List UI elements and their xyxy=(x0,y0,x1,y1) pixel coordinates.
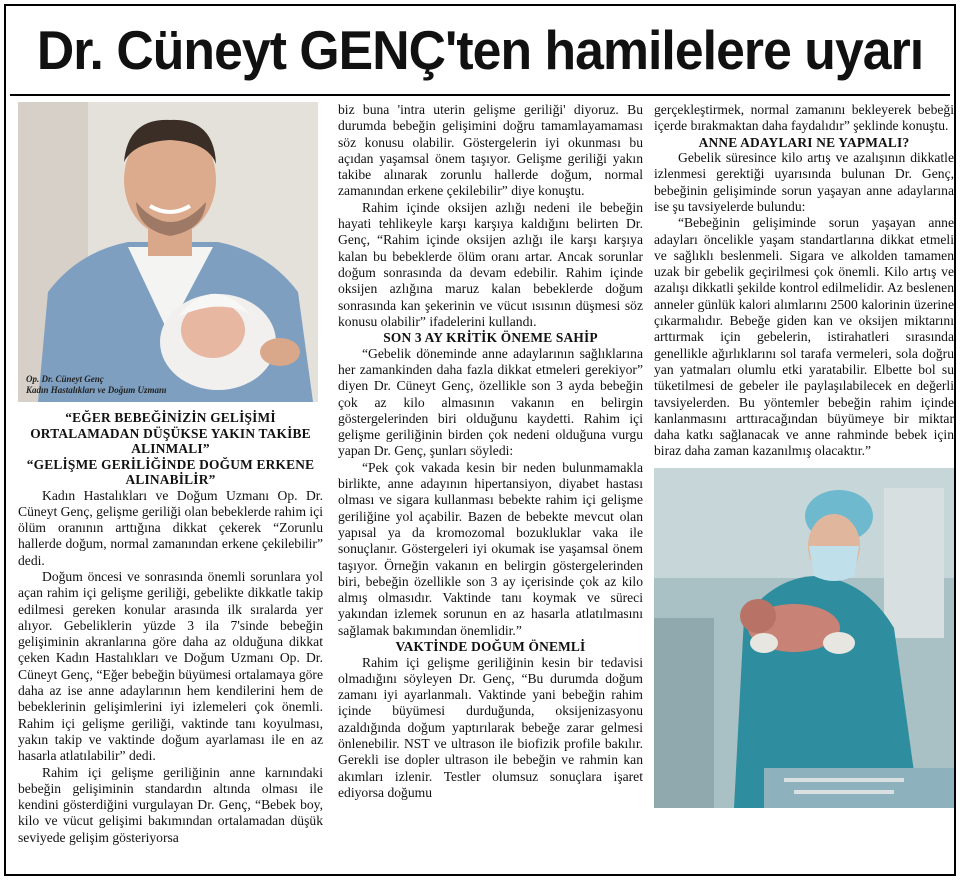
paragraph: Rahim içi gelişme geriliğinin kesin bir tedavisi olmadığını söyleyen Dr. Genç, “Bu durumda doğum zamanı iyi ayarlanmalı. Vaktinde yani bebeğin rahim içinde büyümesi durduğunda, oksijenizasyonu azaldığında doğum yaptırılarak bebeğe zarar gelmesi önlenebilir. NST ve ultrason ile biofizik profile bakılır. Gerekli ise dopler ultrason ile bebeğin ve rahmin kan akımları izlenir. Testler olumsuz sonuçlara işaret ediyorsa doğumu xyxy=(338,654,643,800)
column-2 xyxy=(338,102,643,801)
paragraph: Doğum öncesi ve sonrasında önemli sorunlara yol açan rahim içi gelişme geriliği, gebelikte dikkatle takip edilmesi gereken konular arasında ilk sıralarda yer alıyor. Gebeliklerin yüzde 3 ila 7'sinde bebeğin gelişiminin akranlarına göre daha az olduğuna dikkat çeken Kadın Hastalıkları ve Doğum Uzmanı Op. Dr. Cüneyt Genç, “Eğer bebeğin büyümesi ortalamaya göre daha az ise anne adaylarının hem kendilerini hem de bebeklerinin gelişimlerini iyi izlemeleri çok önemli. Rahim içi gelişme geriliği, vaktinde tanı koyulması, yakın takip ve vaktinde doğum ayarlaması ile en az hasarla atlatılabilir” dedi. xyxy=(18,568,323,764)
subheading-1: “EĞER BEBEĞİNİZİN GELİŞİMİ ORTALAMADAN DÜŞÜKSE YAKIN TAKİBE ALINMALI” xyxy=(30,410,311,456)
headline-rule xyxy=(10,94,950,96)
surgeon-holding-newborn-illustration xyxy=(654,468,954,808)
headline: Dr. Cüneyt GENÇ'ten hamilelere uyarı xyxy=(36,19,924,81)
photo-caption xyxy=(26,374,167,396)
paragraph: Rahim içinde oksijen azlığı nedeni ile bebeğin hayati tehlikeyle karşı karşıya kaldığını belirten Dr. Genç, “Rahim içinde oksijen azlığı ile karşı karşıya kalan bu bebeklerde ölüm oranı artar. Ancak sorunlar doğum sonrasında da devam edebilir. Rahim içinde oksijen azlığına maruz kalan bebeklerde doğum sonrasında kan şekerinin ve vücut ısısının düşmesi söz konusu olabilir” ifadelerini kullandı. xyxy=(338,199,643,329)
subheading-2: “GELİŞME GERİLİĞİNDE DOĞUM ERKENE ALINABİLİR” xyxy=(26,456,315,487)
subheading-son-3-ay: SON 3 AY KRİTİK ÖNEME SAHİP xyxy=(383,330,598,346)
paragraph: “Pek çok vakada kesin bir neden bulunmamakla birlikte, anne adayının hipertansiyon, diyabet hastası olması ve sigara kullanması bebekte rahim içi gelişme geriliğine yol açabilir. Bazen de bebekte mevcut olan yapısal ya da kromozomal bozukluklar vaka ile sonuçlanır. Göstergeleri iyi okumak ise yaşamsal önem taşıyor. Örneğin vakanın en belirgin göstergelerinden biri, bebeğin özellikle son 3 ay içerisinde çok az kilo almış olmasıdır. Vaktinde tanı koymak ve süreci yakından izlemek sorunun en az hasarla atlatılmasını sağlamak bakımından önemlidir.” xyxy=(338,459,643,638)
paragraph: Kadın Hastalıkları ve Doğum Uzmanı Op. Dr. Cüneyt Genç, gelişme geriliği olan bebeklerde rahim içi ölüm oranının arttığına dikkat çekerek “Zorunlu hallerde doğum, normal zamanından erkene çekilebilir” dedi. xyxy=(18,487,323,568)
subheading-anne-adaylari: ANNE ADAYLARI NE YAPMALI? xyxy=(698,134,910,150)
delivery-room-photo xyxy=(654,468,954,808)
paragraph: Rahim içi gelişme geriliğinin anne karnındaki bebeğin gelişiminin standardın altında olması ile kendini gösterdiğini vurgulayan Dr. Genç, “Bebek boy, kilo ve vücut gelişimi bakımından ortalamadan düşük seviyede gelişim gösteriyorsa xyxy=(18,764,323,845)
paragraph: “Bebeğinin gelişiminde sorun yaşayan anne adayları öncelikle yaşam standartlarına dikkat etmeli ve sağlıklı beslenmeli. Sigara ve alkolden tamamen uzak bir gebelik geçirilmesi çok önemli. Kilo artış ve azalışı dikkatli şekilde kontrol edilmelidir. Az beslenen anneler günlük kalori alımlarını 2500 kalorinin üzerine çıkarmalıdır. Bebeğe giden kan ve oksijen miktarını arttırmak için gebelerin, istirahatleri sırasında genellikle ağırlıklarını sol tarafa vermeleri, sola doğru yan yatmaları olumlu etki yaratabilir. Elbette bol su tüketilmesi de gebeler ile paylaşılabilecek en değerli tavsiyelerden. Bu yöntemler bebeğin rahim içinde kanlanmasını arttıracağından büyümeye bir miktar daha katkı sağlanacak ve anne rahminde bebek için biraz daha zaman kazanılmış olacaktır.” xyxy=(654,215,954,459)
photo-caption-title: Kadın Hastalıkları ve Doğum Uzmanı xyxy=(26,385,167,395)
newspaper-page xyxy=(4,4,956,876)
column-3 xyxy=(654,102,954,808)
paragraph: “Gebelik döneminde anne adaylarının sağlıklarına her zamankinden daha fazla dikkat etmeleri gerekiyor” diyen Dr. Cüneyt Genç, özellikle son 3 ayda bebeğin çok az kilo almasının vakanın en belirgin göstergelerinden biri olduğunu kaydetti. Rahim içi gelişme geriliğinin birden çok nedeni olduğuna vurgu yapan Dr. Genç, şunları söyledi: xyxy=(338,345,643,459)
column-1 xyxy=(18,102,323,846)
doctor-with-baby-illustration xyxy=(18,102,318,402)
subheading-vaktinde-dogum: VAKTİNDE DOĞUM ÖNEMLİ xyxy=(395,639,586,654)
paragraph: biz buna 'intra uterin gelişme geriliği' diyoruz. Bu durumda bebeğin gelişimini doğru tamamlayamaması söz konusu olabilir. Göstergelerin iyi okunması bu açıdan yaşamsal önem taşıyor. Gelişme geriliği yakın takibe alınarak zorunlu hallerde doğum, normal zamanından erkene çekilebilir” diye konuştu. xyxy=(338,102,643,199)
photo-caption-name: Op. Dr. Cüneyt Genç xyxy=(26,374,104,384)
doctor-portrait-photo xyxy=(18,102,318,402)
paragraph: Gebelik süresince kilo artış ve azalışının dikkatle izlenmesi gerektiği uyarısında bulunan Dr. Genç, bebeğinin gelişiminde sorun yaşayan anne adaylarına ise şu tavsiyelerde bulundu: xyxy=(654,150,954,214)
paragraph: gerçekleştirmek, normal zamanını bekleyerek bebeği içerde bırakmaktan daha faydalıdır” şeklinde konuştu. xyxy=(654,102,954,134)
